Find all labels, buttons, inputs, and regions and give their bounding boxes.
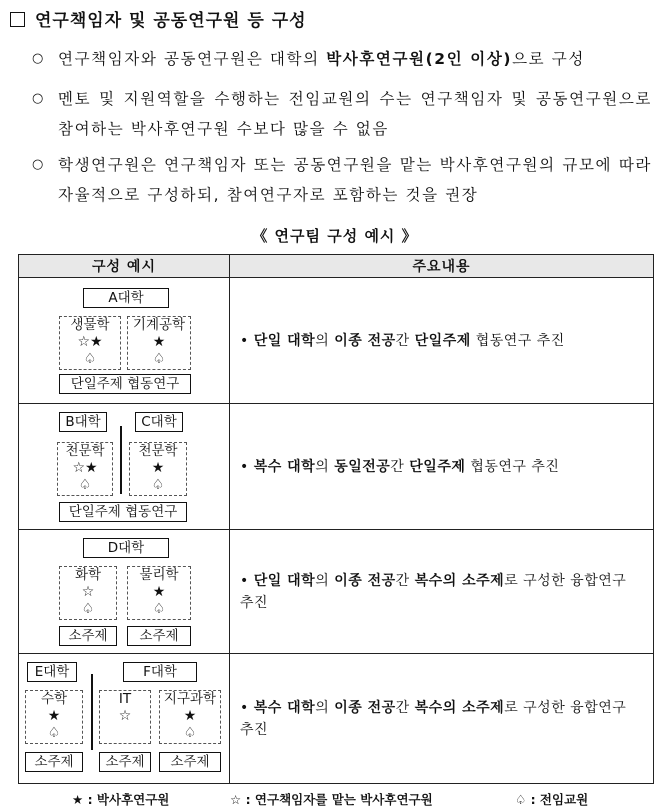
university-box: E대학 (27, 662, 77, 682)
subtopic-box: 소주제 (25, 752, 83, 772)
bullet-1 (32, 44, 652, 74)
diagram-cell (19, 654, 230, 784)
star-icon: ☆ (81, 584, 95, 600)
bullet-marker: ○ (32, 157, 45, 172)
topic-box: 단일주제 협동연구 (59, 502, 187, 522)
major-box: 천문학 ☆★ ♤ (57, 442, 113, 496)
star-icon: ★ (151, 460, 165, 476)
major-box: 기계공학 ★ ♤ (127, 316, 191, 370)
bullet-text: 학생연구원은 연구책임자 또는 공동연구원을 맡는 박사후연구원의 규모에 따라 자율적으로 구성하되, 참여연구자로 포함하는 것을 권장 (58, 156, 652, 204)
star-icon: ☆★ (77, 334, 103, 350)
subtopic-box: 소주제 (99, 752, 151, 772)
bullet-text: 멘토 및 지원역할을 수행하는 전임교원의 수는 연구책임자 및 공동연구원으로 참여하는 박사후연구원 수보다 많을 수 없음 (58, 90, 652, 138)
star-icon: ★ (152, 584, 166, 600)
bullet-text: 연구책임자와 공동연구원은 대학의 박사후연구원(2인 이상)으로 구성 (58, 50, 585, 68)
team-composition-table (18, 254, 654, 784)
header-example: 구성 예시 (19, 255, 230, 278)
bullet-2 (32, 84, 652, 144)
major-box: 생물학 ☆★ ♤ (59, 316, 121, 370)
university-box: C대학 (135, 412, 183, 432)
spade-icon: ♤ (152, 351, 166, 367)
spade-icon: ♤ (151, 477, 165, 493)
star-icon: ★ (72, 792, 84, 807)
table-row (19, 404, 654, 530)
major-box: 지구과학 ★ ♤ (159, 690, 221, 744)
subtopic-box: 소주제 (59, 626, 117, 646)
outline-star-icon: ☆ (230, 792, 242, 807)
bullet-3 (32, 150, 652, 210)
bullet-marker: ○ (32, 51, 45, 66)
spade-icon: ♤ (183, 725, 197, 741)
star-icon: ★ (183, 708, 197, 724)
section-title-text: 연구책임자 및 공동연구원 등 구성 (35, 11, 307, 31)
bullet-marker: ○ (32, 91, 45, 106)
major-box: 화학 ☆ ♤ (59, 566, 117, 620)
table-row (19, 530, 654, 654)
spade-icon: ♤ (83, 351, 97, 367)
description-cell: • 단일 대학의 이종 전공간 복수의 소주제로 구성한 융합연구 추진 (230, 530, 654, 654)
major-box: 수학 ★ ♤ (25, 690, 83, 744)
spade-icon: ♤ (515, 792, 527, 807)
legend-item: ♤ : 전임교원 (515, 792, 589, 807)
diagram-cell (19, 404, 230, 530)
description-cell: • 복수 대학의 이종 전공간 복수의 소주제로 구성한 융합연구 추진 (230, 654, 654, 784)
subtopic-box: 소주제 (127, 626, 191, 646)
divider-line (91, 674, 93, 750)
table-row (19, 654, 654, 784)
table-caption: 《 연구팀 구성 예시 》 (252, 227, 418, 245)
legend-item: ★ : 박사후연구원 (72, 792, 170, 807)
description-cell: • 단일 대학의 이종 전공간 단일주제 협동연구 추진 (230, 278, 654, 404)
checkbox-square-icon (10, 12, 25, 27)
subtopic-box: 소주제 (159, 752, 221, 772)
topic-box: 단일주제 협동연구 (59, 374, 191, 394)
header-content: 주요내용 (230, 255, 654, 278)
university-box: A대학 (83, 288, 169, 308)
university-box: B대학 (59, 412, 107, 432)
university-box: D대학 (83, 538, 169, 558)
star-icon: ☆ (118, 708, 132, 724)
star-icon: ★ (47, 708, 61, 724)
table-row (19, 278, 654, 404)
spade-icon: ♤ (152, 601, 166, 617)
spade-icon: ♤ (81, 601, 95, 617)
major-box: IT ☆ (99, 690, 151, 744)
description-cell: • 복수 대학의 동일전공간 단일주제 협동연구 추진 (230, 404, 654, 530)
section-title (10, 6, 307, 31)
star-icon: ☆★ (72, 460, 98, 476)
major-box: 천문학 ★ ♤ (129, 442, 187, 496)
star-icon: ★ (152, 334, 166, 350)
major-box: 물리학 ★ ♤ (127, 566, 191, 620)
diagram-cell (19, 530, 230, 654)
diagram-cell (19, 278, 230, 404)
spade-icon: ♤ (78, 477, 92, 493)
university-box: F대학 (123, 662, 197, 682)
spade-icon: ♤ (47, 725, 61, 741)
divider-line (120, 426, 122, 494)
legend-item: ☆ : 연구책임자를 맡는 박사후연구원 (230, 792, 433, 807)
